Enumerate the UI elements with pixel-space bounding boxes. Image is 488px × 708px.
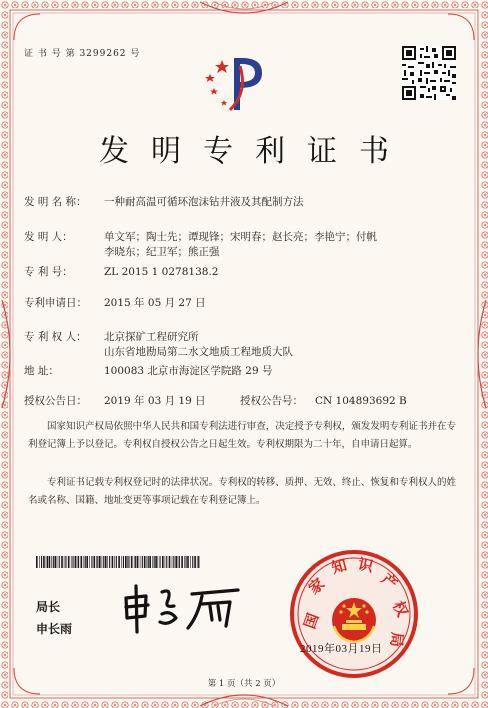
seal-date: 2019年03月19日 [300, 643, 383, 655]
filing-date-value: 2015 年 05 月 27 日 [104, 297, 206, 309]
patentee-label: 专 利 权 人： [24, 331, 87, 343]
page-number: 第 1 页（共 2 页） [207, 679, 281, 689]
svg-text:产: 产 [377, 569, 401, 594]
patent-number-value: ZL 2015 1 0278138.2 [104, 266, 219, 278]
svg-text:家: 家 [304, 574, 329, 598]
svg-text:知: 知 [329, 556, 349, 578]
invention-name-label: 发 明 名 称： [24, 196, 87, 208]
grant-date-label: 授权公告日： [24, 395, 87, 407]
signatory-title: 局长 [36, 600, 61, 614]
inventor-label: 发 明 人： [24, 231, 73, 243]
qr-code [402, 46, 456, 100]
svg-text:识: 识 [356, 554, 375, 576]
patentee-value-line1: 北京探矿工程研究所 [104, 331, 199, 343]
official-seal-icon [288, 548, 420, 680]
grant-number-label: 授权公告号： [240, 395, 303, 407]
address-value: 100083 北京市海淀区学院路 29 号 [104, 365, 273, 377]
svg-text:国: 国 [300, 610, 323, 632]
patentee-value-line2: 山东省地勘局第二水文地质工程地质大队 [104, 346, 293, 358]
legal-status-paragraph: 专利证书记载专利权登记时的法律状况。专利权的转移、质押、无效、终止、恢复和专利权人的姓名或名称、国籍、地址变更等事项记载在专利登记簿上。 [28, 477, 456, 506]
address-label: 地 址： [24, 365, 59, 377]
grant-number-value: CN 104893692 B [315, 395, 407, 407]
barcode [36, 556, 200, 568]
svg-text:权: 权 [389, 598, 412, 620]
filing-date-label: 专利申请日： [24, 297, 87, 309]
signatory-name: 申长雨 [36, 622, 73, 636]
office-emblem-icon [200, 52, 280, 116]
invention-name-value: 一种耐高温可循环泡沫钻井液及其配制方法 [104, 196, 304, 208]
svg-text:局: 局 [387, 631, 407, 648]
grant-statement-paragraph: 国家知识产权局依照中华人民共和国专利法进行审查，决定授予专利权，颁发发明专利证书并在专利登记簿上予以登记。专利权自授权公告之日起生效。专利权期限为二十年，自申请日起算。 [28, 421, 456, 450]
inventor-value-line1: 单文军；陶士先；谭现锋；宋明春；赵长亮；李艳宁；付帆 [104, 231, 377, 243]
grant-date-value: 2019 年 03 月 19 日 [104, 395, 206, 407]
handwritten-signature [118, 582, 248, 634]
certificate-number: 证 书 号 第 3299262 号 [24, 49, 141, 59]
inventor-value-line2: 李晓东；纪卫军；熊正强 [104, 246, 220, 258]
page-title: 发明专利证书 [99, 134, 411, 169]
patent-number-label: 专 利 号： [24, 266, 73, 278]
